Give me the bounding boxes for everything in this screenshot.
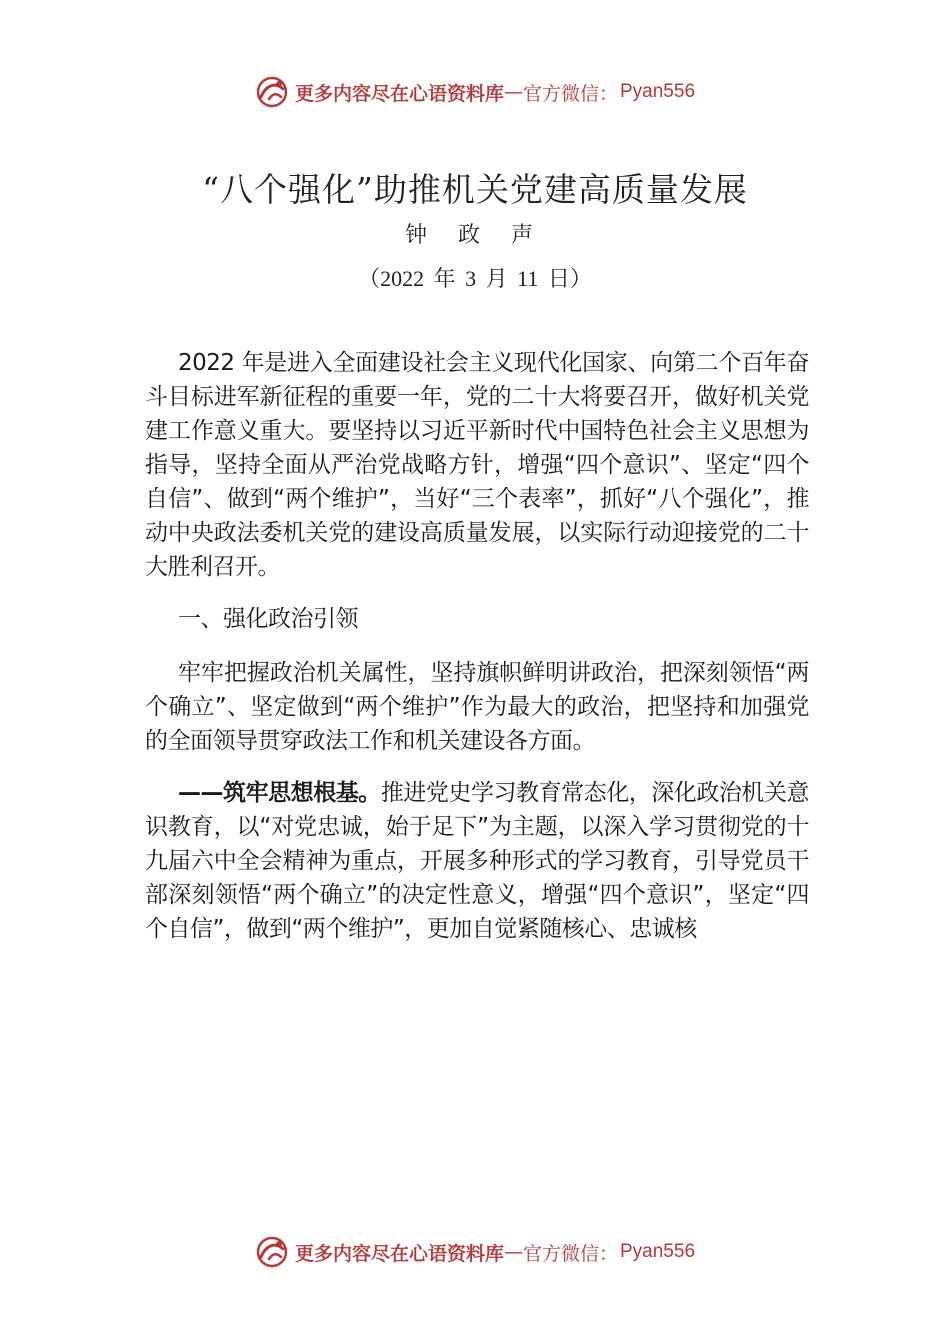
watermark-logo-icon bbox=[255, 75, 289, 109]
section-heading: 一、强化政治引领 bbox=[178, 606, 358, 632]
document-title: “八个强化”助推机关党建高质量发展 bbox=[202, 170, 748, 209]
sub-item-paragraph bbox=[145, 776, 809, 946]
watermark-label: 官方微信： bbox=[522, 82, 618, 105]
watermark-brand: 更多内容尽在心语资料库 bbox=[294, 1242, 504, 1265]
document-body bbox=[145, 346, 809, 964]
watermark-handle: Pyan556 bbox=[620, 81, 696, 102]
watermark-brand: 更多内容尽在心语资料库 bbox=[294, 82, 504, 105]
watermark-logo-icon bbox=[255, 1235, 289, 1269]
document-author: 钟 政 声 bbox=[405, 223, 545, 248]
document-date: （2022 年 3 月 11 日） bbox=[358, 266, 592, 291]
watermark-handle: Pyan556 bbox=[620, 1241, 696, 1262]
section-paragraph: 牢牢把握政治机关属性，坚持旗帜鲜明讲政治，把深刻领悟“两个确立”、坚定做到“两个维护”作为最大的政治，把坚持和加强党的全面领导贯穿政法工作和机关建设各方面。 bbox=[145, 660, 809, 754]
watermark-banner-top bbox=[0, 72, 950, 112]
intro-paragraph: 2022 年是进入全面建设社会主义现代化国家、向第二个百年奋斗目标进军新征程的重要一年，党的二十大将要召开，做好机关党建工作意义重大。要坚持以习近平新时代中国特色社会主义思想为指导，坚持全面从严治党战略方针，增强“四个意识”、坚定“四个自信”、做到“两个维护”，当好“三个表率”，抓好“八个强化”，推动中央政法委机关党的建设高质量发展，以实际行动迎接党的二十大胜利召开。 bbox=[145, 350, 809, 580]
sub-item-text: 推进党史学习教育常态化，深化政治机关意识教育，以“对党忠诚，始于足下”为主题，以深入学习贯彻党的十九届六中全会精神为重点，开展多种形式的学习教育，引导党员干部深刻领悟“两个确立”的决定性意义，增强“四个意识”，坚定“四个自信”，做到“两个维护”，更加自觉紧随核心、忠诚核 bbox=[145, 780, 810, 942]
sub-item-lead: ——筑牢思想根基。 bbox=[178, 780, 381, 806]
watermark-banner-bottom bbox=[0, 1232, 950, 1272]
watermark-label: 官方微信： bbox=[522, 1242, 618, 1265]
watermark-dash: — bbox=[503, 1241, 523, 1263]
watermark-dash: — bbox=[503, 81, 523, 103]
